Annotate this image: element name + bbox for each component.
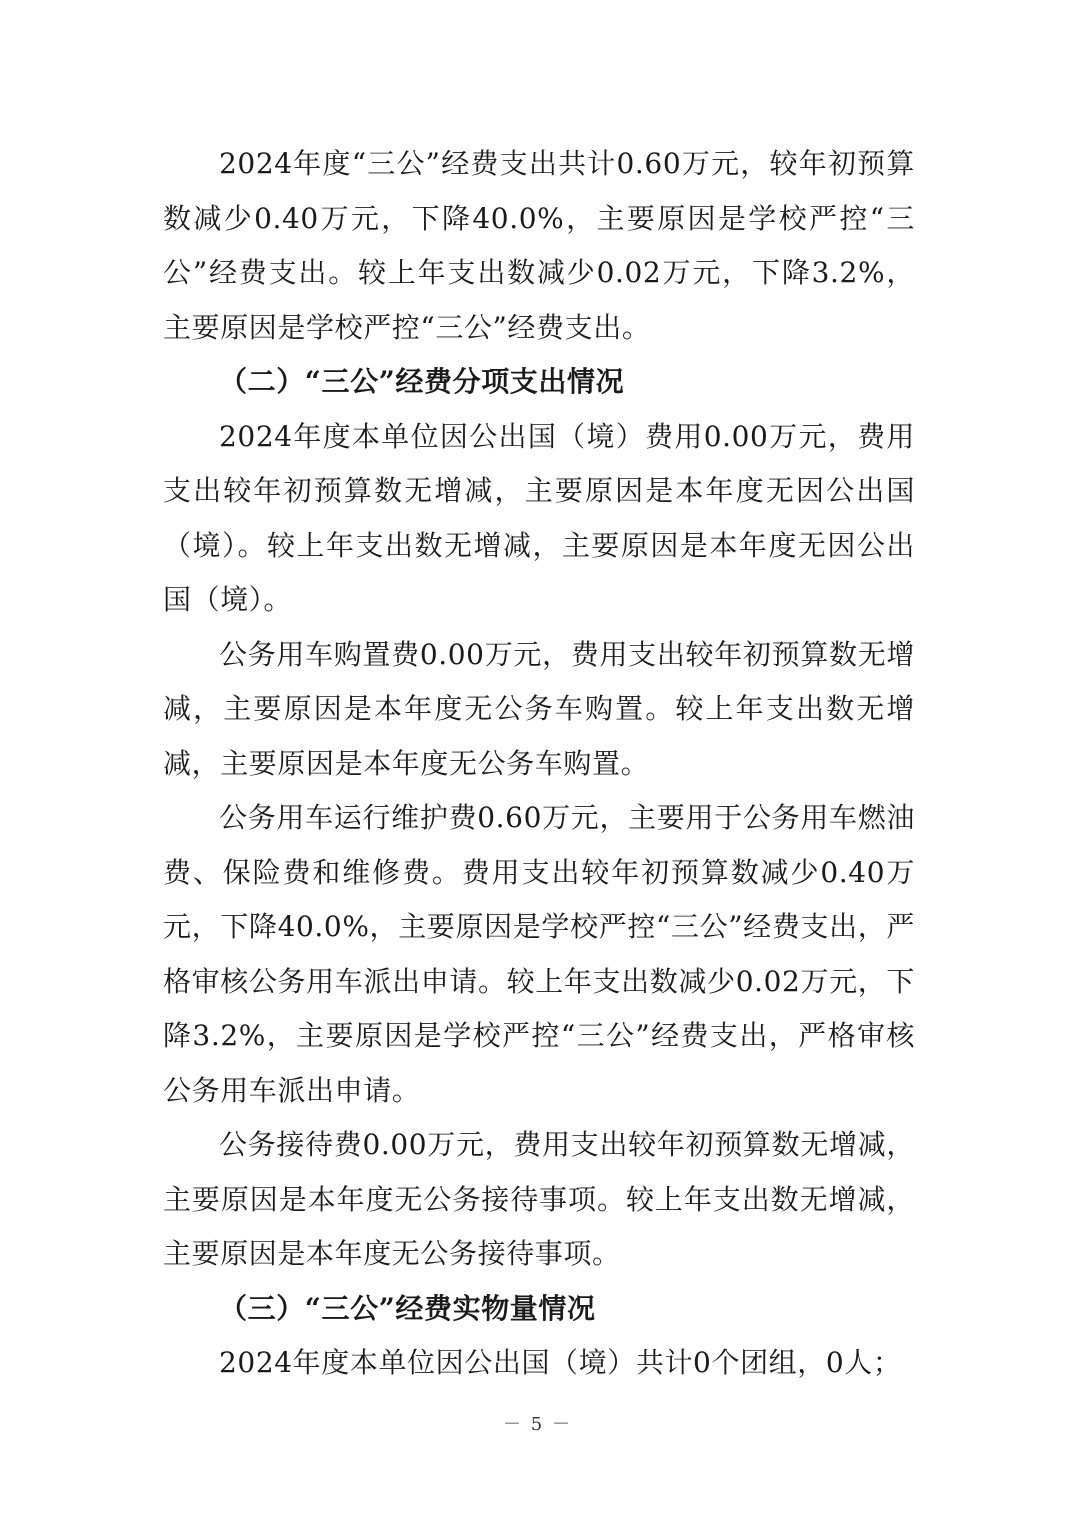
page-number: － 5 － (503, 1414, 572, 1435)
paragraph-overseas-groups: 2024年度本单位因公出国（境）共计0个团组，0人； (219, 1346, 902, 1379)
section-heading-physical-quantity: （三）“三公”经费实物量情况 (219, 1291, 596, 1325)
document-body (163, 137, 915, 1391)
paragraph-vehicle-operation: 公务用车运行维护费0.60万元，主要用于公务用车燃油费、保险费和维修费。费用支出较年初预算数减少0.40万元，下降40.0%，主要原因是学校严控“三公”经费支出，严格审核公务用车派出申请。较上年支出数减少0.02万元，下降3.2%，主要原因是学校严控“三公”经费支出，严格审核公务用车派出申请。 (163, 801, 915, 1107)
paragraph-reception: 公务接待费0.00万元，费用支出较年初预算数无增减，主要原因是本年度无公务接待事项。较上年支出数无增减，主要原因是本年度无公务接待事项。 (163, 1128, 915, 1270)
section-heading-itemized: （二）“三公”经费分项支出情况 (219, 365, 625, 398)
paragraph-total-expenditure: 2024年度“三公”经费支出共计0.60万元，较年初预算数减少0.40万元，下降40.0%，主要原因是学校严控“三公”经费支出。较上年支出数减少0.02万元，下降3.2%，主要原因是学校严控“三公”经费支出。 (163, 147, 915, 344)
paragraph-vehicle-purchase: 公务用车购置费0.00万元，费用支出较年初预算数无增减，主要原因是本年度无公务车购置。较上年支出数无增减，主要原因是本年度无公务车购置。 (163, 637, 915, 780)
paragraph-overseas-travel: 2024年度本单位因公出国（境）费用0.00万元，费用支出较年初预算数无增减，主要原因是本年度无因公出国（境）。较上年支出数无增减，主要原因是本年度无因公出国（境）。 (163, 419, 915, 616)
